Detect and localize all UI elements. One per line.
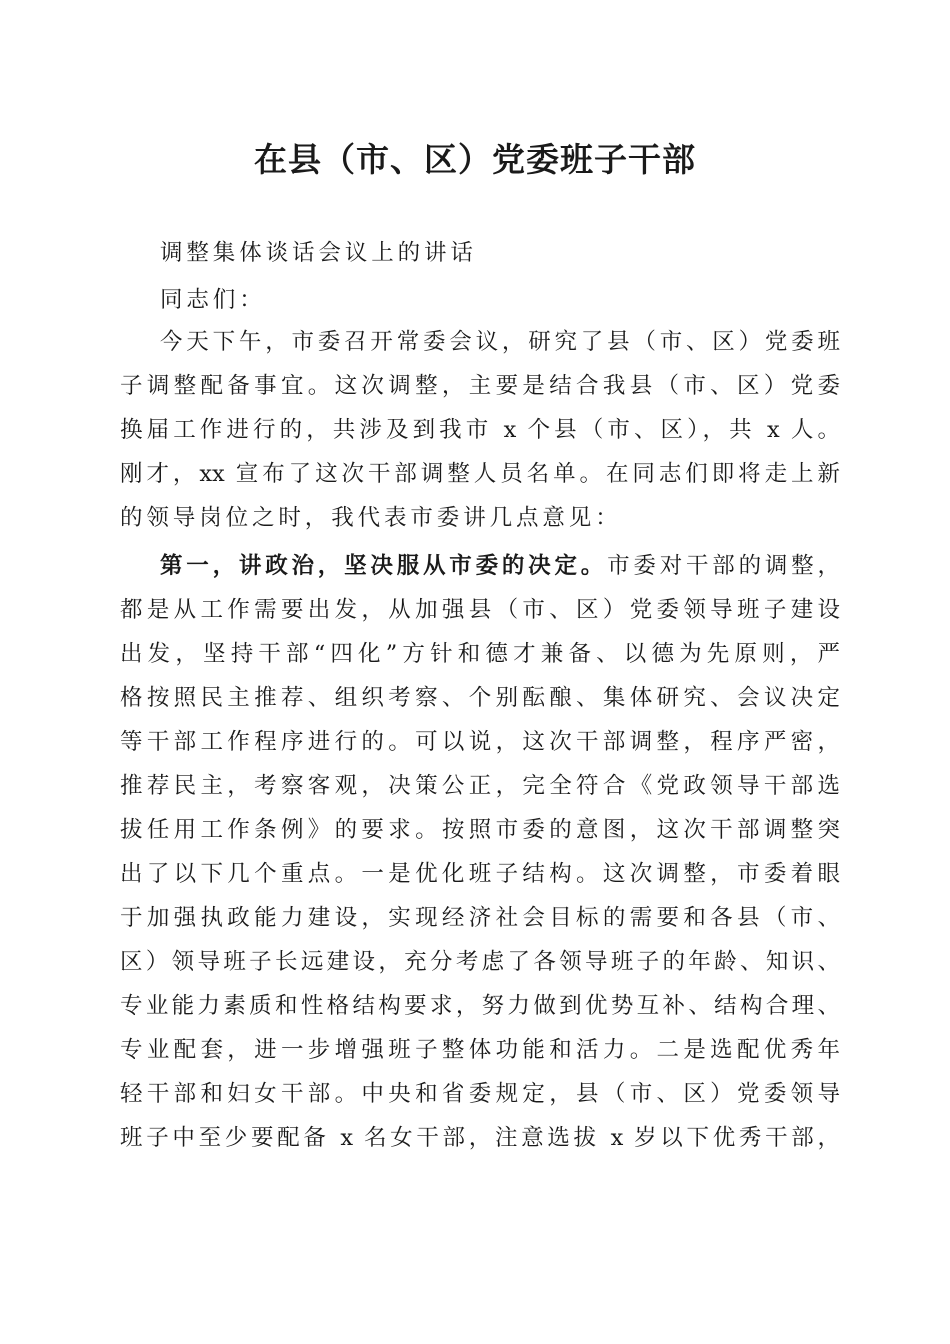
document-title: 在县（市、区）党委班子干部 — [254, 140, 696, 179]
subtitle-line: 调整集体谈话会议上的讲话 — [160, 240, 477, 266]
p1-line-3: 换届工作进行的，共涉及到我市 x 个县（市、区），共 x 人。 — [120, 417, 840, 443]
p2-first-rest: 市委对干部的调整， — [607, 553, 840, 579]
salutation-line: 同志们： — [160, 287, 266, 313]
p2-line-9: 于加强执政能力建设，实现经济社会目标的需要和各县（市、 — [120, 905, 840, 931]
p2-line-12: 专业配套，进一步增强班子整体功能和活力。二是选配优秀年 — [120, 1037, 840, 1063]
p1-line-1: 今天下午，市委召开常委会议，研究了县（市、区）党委班 — [160, 329, 840, 355]
p2-line-10: 区）领导班子长远建设，充分考虑了各领导班子的年龄、知识、 — [120, 949, 840, 975]
p2-heading: 第一，讲政治，坚决服从市委的决定。 — [160, 553, 608, 579]
p2-line-7: 拔任用工作条例》的要求。按照市委的意图，这次干部调整突 — [120, 817, 840, 843]
p2-line-8: 出了以下几个重点。一是优化班子结构。这次调整，市委着眼 — [120, 861, 840, 887]
p2-line-4: 格按照民主推荐、组织考察、个别酝酿、集体研究、会议决定 — [120, 685, 840, 711]
p2-line-14: 班子中至少要配备 x 名女干部，注意选拔 x 岁以下优秀干部， — [120, 1125, 840, 1151]
p2-line-13: 轻干部和妇女干部。中央和省委规定，县（市、区）党委领导 — [120, 1081, 840, 1107]
p2-line-1 — [160, 546, 840, 586]
p2-line-6: 推荐民主，考察客观，决策公正，完全符合《党政领导干部选 — [120, 773, 840, 799]
p2-line-2: 都是从工作需要出发，从加强县（市、区）党委领导班子建设 — [120, 597, 840, 623]
p1-line-4: 刚才，xx 宣布了这次干部调整人员名单。在同志们即将走上新 — [120, 461, 840, 487]
p2-line-11: 专业能力素质和性格结构要求，努力做到优势互补、结构合理、 — [120, 993, 840, 1019]
p2-line-5: 等干部工作程序进行的。可以说，这次干部调整，程序严密， — [120, 729, 840, 755]
p1-line-2: 子调整配备事宜。这次调整，主要是结合我县（市、区）党委 — [120, 373, 840, 399]
p1-line-5: 的领导岗位之时，我代表市委讲几点意见： — [120, 505, 622, 531]
p2-line-3: 出发，坚持干部“四化”方针和德才兼备、以德为先原则，严 — [120, 641, 840, 667]
